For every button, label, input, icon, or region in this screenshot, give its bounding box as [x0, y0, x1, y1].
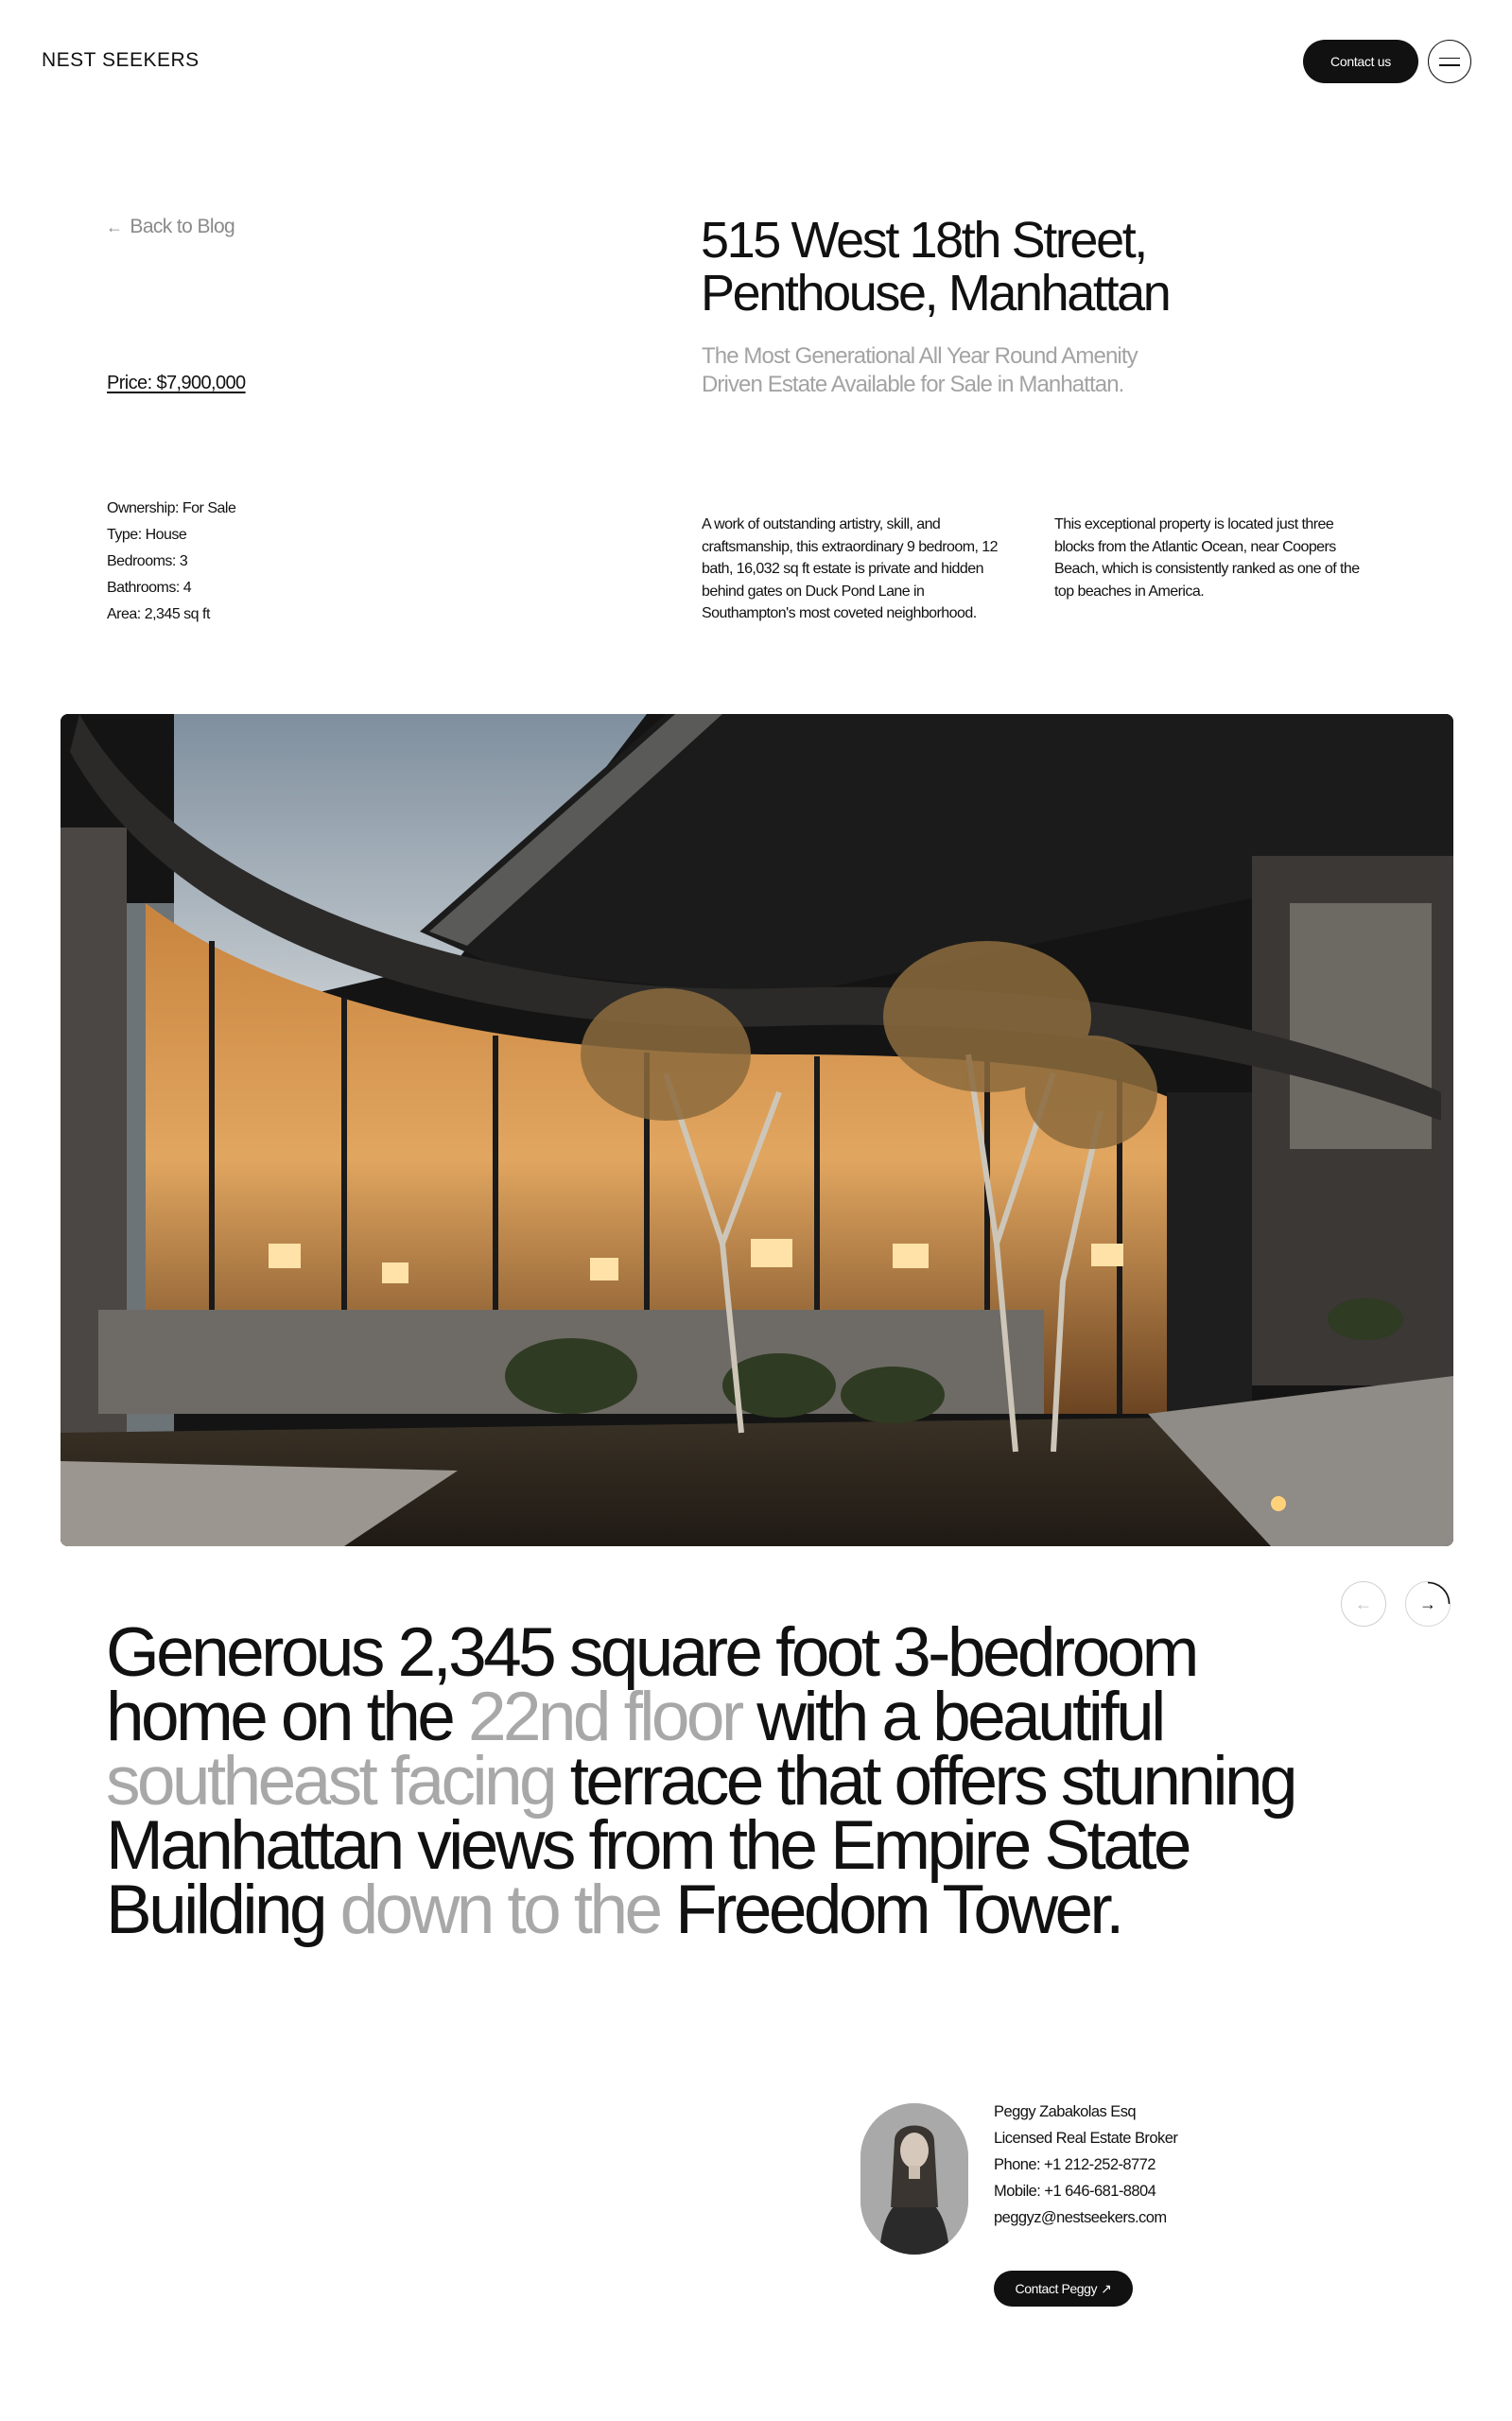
feature-statement	[106, 1614, 1335, 1948]
statement-highlight-2: southeast facing	[106, 1743, 555, 1820]
listing-description-1: A work of outstanding artistry, skill, and craftsmanship, this extraordinary 9 bedroom, 12 bath, 16,032 sq ft estate is private and hidden behind gates on Duck Pond Lane in Southampton's most coveted neighborhood.	[702, 516, 998, 621]
agent-name: Peggy Zabakolas Esq	[994, 2103, 1137, 2120]
hamburger-icon-line	[1439, 64, 1460, 66]
agent-info	[994, 2099, 1177, 2231]
price[interactable]: Price: $7,900,000	[107, 373, 246, 393]
hero-image	[61, 714, 1453, 1546]
listing-subtitle	[702, 342, 1231, 399]
agent-mobile[interactable]: Mobile: +1 646-681-8804	[994, 2183, 1156, 2200]
arrow-up-right-icon: ↗	[1101, 2280, 1112, 2296]
arrow-right-icon: →	[1419, 1594, 1436, 1613]
listing-description-2: This exceptional property is located just three blocks from the Atlantic Ocean, near Coopers Beach, which is consistently ranked as one of the top beaches in America.	[1054, 516, 1360, 600]
agent-email[interactable]: peggyz@nestseekers.com	[994, 2209, 1167, 2226]
listing-title	[701, 214, 1306, 320]
statement-part-3: terrace that offers stunning Manhattan views from the Empire State Building	[106, 1743, 1295, 1948]
statement-part-1: Generous 2,345 square foot 3-bedroom home on the	[106, 1614, 1196, 1755]
property-details	[107, 496, 235, 628]
listing-subtitle-line-1: The Most Generational All Year Round Amenity	[702, 343, 1138, 369]
agent-portrait	[860, 2103, 968, 2255]
contact-agent-label: Contact Peggy	[1015, 2281, 1098, 2296]
detail-area: Area: 2,345 sq ft	[107, 606, 210, 622]
arrow-left-icon: ←	[1355, 1594, 1372, 1613]
contact-agent-button[interactable]	[994, 2271, 1133, 2307]
back-to-blog-label: Back to Blog	[130, 216, 235, 237]
statement-highlight-1: 22nd floor	[467, 1679, 741, 1755]
detail-bathrooms: Bathrooms: 4	[107, 580, 192, 596]
arrow-left-icon: ←	[106, 217, 123, 236]
contact-us-button[interactable]: Contact us	[1303, 40, 1418, 83]
carousel-prev-button[interactable]	[1341, 1581, 1386, 1627]
progress-ring-icon	[1405, 1581, 1451, 1627]
building-illustration	[61, 714, 1453, 1546]
statement-highlight-3: down to the	[339, 1872, 660, 1948]
agent-avatar	[860, 2103, 968, 2255]
statement-part-4: Freedom Tower.	[659, 1872, 1121, 1948]
agent-role: Licensed Real Estate Broker	[994, 2130, 1178, 2147]
menu-button[interactable]	[1428, 40, 1471, 83]
statement-part-2: with a beautiful	[740, 1679, 1163, 1755]
detail-bedrooms: Bedrooms: 3	[107, 553, 188, 569]
listing-title-line-1: 515 West 18th Street,	[701, 212, 1146, 269]
logo[interactable]: NEST SEEKERS	[42, 49, 200, 71]
agent-phone[interactable]: Phone: +1 212-252-8772	[994, 2156, 1156, 2173]
back-to-blog-link[interactable]	[106, 216, 235, 238]
detail-type: Type: House	[107, 527, 187, 543]
hamburger-icon	[1439, 58, 1460, 60]
listing-subtitle-line-2: Driven Estate Available for Sale in Manhattan.	[702, 372, 1124, 397]
carousel-next-button[interactable]	[1405, 1581, 1451, 1627]
listing-title-line-2: Penthouse, Manhattan	[701, 265, 1170, 322]
detail-ownership: Ownership: For Sale	[107, 500, 236, 516]
